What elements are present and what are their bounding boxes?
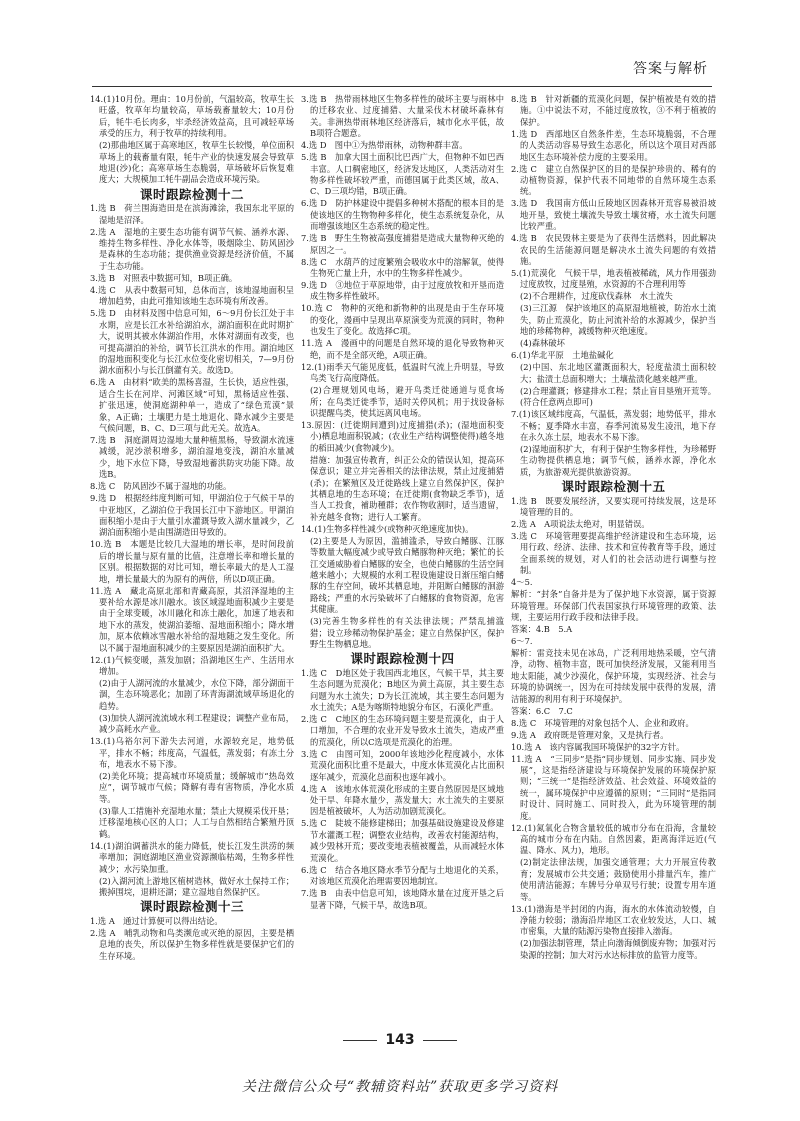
answer-subitem: 解析：“封条”自备并是为了保护地下水资源，属于资源环境管理。环保部门代表国家执行环境管理的政策、法规，主要运用行政手段和法律手段。 [511, 589, 716, 622]
answer-item: 10.选 B 本题是比较几大湿地的增长率，是时间段前后的增长量与原有量的比值，注意增长率和增长量的区别。根据数据的对比可知，增长率最大的是人工湿地，增长量最大的为原有的两倍，所以D项正确。 [90, 539, 294, 584]
answer-item: 13.(1)渤海是半封闭的内海，海水的水体流动较慢，自净能力较弱；渤海沿岸地区工农业较发达，人口、城市密集，大量的陆源污染物直接排入渤海。 [511, 903, 716, 937]
section-heading: 课时跟踪检测十二 [139, 186, 244, 202]
answer-item: 1.选 B 荷兰围海造田是在滨海滩涂，我国东北平原的湿地是沼泽。 [90, 203, 294, 225]
page-header [92, 48, 712, 87]
answer-item: 13.原因：(迁徙期间遭到)过度捕猎(杀)；(湿地面积变小)栖息地面积锐减；(农业生产结构调整使得)越冬地的稻田减少(食物减少)。 [301, 419, 504, 453]
answer-column-middle [301, 94, 504, 910]
answer-item: 4.选 A 该地水体荒漠化形成的主要自然原因是区域地处干旱、年降水量少，蒸发量大；水土流失的主要原因是植被破坏，人为活动加剧荒漠化。 [301, 783, 504, 817]
answer-item: 11.选 A “三同步”是指“同步规划、同步实施、同步发展”，这是指经济建设与环境保护发展的环境保护原则；“三统一”是指经济效益、社会效益、环境效益的统一，属环境保护中应遵循的原则；“三同时”是指同时设计、同时施工、同时投入，此为环境管理的制度。 [511, 753, 716, 821]
answer-subitem: 解析：雷竞技未见在冰岛，广泛利用地热采暖，空气清净，动物、植物丰富，既可加快经济发展，又能利用当地太阳能，减少沙漠化，保护环境，实现经济、社会与环境的协调统一，因为在可持续发展中获得的发展，清洁能源的利用有利于环境保护。 [511, 647, 716, 704]
answer-item: 14.(1)10月份。理由：10月份前，气温较高，牧草生长旺盛，牧草年均量较高，草场载畜量较大；10月份后，牦牛毛长肉多，牢杀经济效益高，且可减轻草场承受的压力，利于牧草的持续利用。 [90, 94, 294, 139]
answer-item: 1.选 B 既要发展经济，又要实现可持续发展，这是环境管理的目的。 [511, 495, 716, 517]
answer-item: 8.选 C 防风固沙不属于湿地的功能。 [90, 481, 232, 492]
answer-subitem: (2)合理灌溉；修建排水工程；禁止盲目垦殖开荒等。(符合任意两点即可) [520, 385, 716, 408]
answer-item: 3.选 B 热带雨林地区生物多样性的破坏主要与雨林中的迁移农业、过度捕猎、大量采伐木材破坏森林有关。非洲热带雨林地区经济落后，城市化水平低，故B项符合题意。 [301, 94, 504, 139]
page-number-rule-left [343, 1040, 377, 1041]
answer-item: 7.选 B 洞庭湖周边湿地大量种植黑杨，导致湖水流速减缓，泥沙淤积增多，湖泊湿地变浅，湖泊水量减少，地下水位下降，导致湿地蓄洪防灾功能下降。故选B。 [90, 434, 294, 480]
answer-item: 10.选 C 物种的灭绝和新物种的出现是由于生存环境的变化，漫画中呈现出草原演变为荒漠的同时，物种也发生了变化。故选择C项。 [301, 303, 504, 337]
answer-item: 5.选 C 陡坡不能修建梯田；加强基础设施建设及修建节水灌溉工程；调整农业结构，改善农村能源结构，减少毁林开荒；要改变地表植被覆盖，从而减轻水体荒漠化。 [301, 818, 504, 863]
answer-item: 12.(1)雨季天气能见度低，低温时气流上升明显，导致鸟类飞行高度降低。 [301, 361, 504, 384]
answer-item: 3.选 C 环境管理要提高维护经济建设和生态环境，运用行政、经济、法律、技术和宣传教育等手段，通过全面系统的规划，对人们的社会活动进行调整与控制。 [511, 530, 716, 576]
answer-subitem: 措施：加强宣传教育，纠正公众的错误认知，提高环保意识；建立并完善相关的法律法规，禁止过度捕猎(杀)；在繁殖区及迁徙路线上建立自然保护区，保护其栖息地的生态环境；在迁徙期(食物缺乏季节)，适当人工投食，補助種群；农作物收割时，适当遗留，补充越冬食物；进行人工繁育。 [310, 454, 504, 522]
answer-column-right [511, 94, 725, 960]
answer-item: 4～5. [511, 577, 533, 588]
answer-subitem: (2)湿地面积扩大，有利于保护生物多样性，为珍稀野生动物提供栖息地；调节气候，涵养水源，净化水质，为旅游观光提供旅游资源。 [520, 443, 716, 477]
answer-subitem: (2)入湖河流上游地区植树造林，做好水土保持工作；搬掉围垸，退耕还湖；建立湿地自然保护区。 [99, 875, 294, 897]
answer-item: 2.选 A A项说法太绝对，明显错误。 [511, 518, 650, 529]
section-heading: 课时跟踪检测十五 [561, 479, 666, 495]
section-heading: 课时跟踪检测十三 [139, 899, 244, 915]
answer-item: 1.选 D 西部地区自然条件差，生态环境脆弱，不合理的人类活动容易导致生态恶化，所以这个项目对西部地区生态环境补偿力度的主要采用。 [511, 128, 716, 162]
answer-subitem: 答案：4.B 5.A [511, 623, 573, 634]
answer-item: 7.选 B 野生生物被高强度捕猎是造成大量物种灭绝的原因之一。 [301, 233, 504, 255]
answer-subitem: (2)主要是人为原因，滥捕滥杀，导致白鳍豚、江豚等数量大幅度减少或导致白鳍豚物种灭绝；繁忙的长江交通威胁着白鳍豚的安全，也使白鳍豚的生活空间越来越小；大规模的水利工程设施建设日渐压缩白鳍豚的生存空间，破坏其栖息地，并阻断白鳍豚的洄游路线；严重的水污染破坏了白鳍豚的食物资源，危害其健康。 [310, 535, 504, 615]
answer-item: 5.选 D 由材料及图中信息可知，6～9月份长江处于丰水期，应是长江水补给湖泊水，湖泊面积在此时期扩大，说明其被水体湖泊作用，水体对湖面有改变，也可提高湖泊的补给，调节长江洪水的作用。湖泊地区的湿地面积变化与长江水位变化密切相关，7—9月份湖水面积小与长江倒灌有关。故选D。 [90, 308, 294, 376]
answer-item: 14.(1)生物多样性减少(或物种灭绝速度加快)。 [301, 523, 474, 534]
page-number [0, 1032, 800, 1048]
answer-item: 6.选 D 防护林建设中提倡多种树木搭配的根本目的是使该地区的生物物种多样化，使生态系统复杂化，从而增强该地区生态系统的稳定性。 [301, 198, 504, 232]
answer-subitem: (2)加强法制管理，禁止向渤海倾倒废弃物；加强对污染源的控制；加大对污水达标排放的监管力度等。 [520, 938, 716, 960]
page-number-rule-right [423, 1040, 457, 1041]
answer-item: 10.选 A 该内容属我国环境保护的32字方针。 [511, 741, 685, 752]
answer-item: 7.(1)该区域纬度高，气温低，蒸发弱；地势低平，排水不畅；夏季降水丰富，春季河流易发生凌汛，地下存在永久冻土层，地表水不易下渗。 [511, 409, 716, 442]
answer-item: 2.选 A 湿地的主要生态功能有调节气候、涵养水源、维持生物多样性、净化水体等，吸烟除尘、防风固沙是森林的生态功能；提供渔业资源是经济价值，不属于生态功能。 [90, 226, 294, 271]
answer-item: 2.选 C C地区的生态环境问题主要是荒漠化，由于人口增加，不合理的农业开发导致水土流失，造成严重的荒漠化，所以C选项是荒漠化的治理。 [301, 714, 504, 747]
answer-item: 6.选 A 由材料“欧美的黑杨喜湿，生长快，适应性强，适合生长在河岸、河滩区域”可知，黑杨适应性强、扩张迅速，使洞庭湖种单一，造成了“绿色荒漠”景象，A正确；土壤肥力是土地退化、降水减少主要是气候问题，B、C、D三项与此无关。故选A。 [90, 377, 294, 433]
answer-subitem: (3)完善生物多样性的有关法律法规；严禁乱捕滥猎；设立珍稀动物保护基金；建立自然保护区，保护野生生物栖息地。 [310, 616, 504, 649]
answer-item: 8.选 C 水葫芦的过度繁殖会吸收水中的溶解氧，使得生物死亡量上升，水中的生物多样性减少。 [301, 256, 504, 279]
section-heading: 课时跟踪检测十四 [350, 651, 455, 667]
answer-item: 1.选 A 通过计算便可以得出结论。 [90, 915, 223, 926]
answer-column-left [90, 94, 294, 961]
answer-item: 3.选 D 我国南方低山丘陵地区因森林开荒容易被沿坡地开垦，致使土壤流失导致土壤贫瘠，水土流失问题比较严重。 [511, 198, 716, 232]
answer-item: 13.(1)乌裕尔河下游失去河道，水源较充足，地势低平，排水不畅；纬度高，气温低，蒸发弱；有冻土分布，地表水不易下渗。 [90, 736, 294, 770]
answer-subitem: (2)那曲地区属于高寒地区，牧草生长较慢，单位面积草场上的载畜量有限，牦牛产业的快速发展会导致草地退(沙)化；高寒草场生态脆弱，草场破坏后恢复难度大；大规模加工牦牛副品会造成环境污染。 [99, 140, 294, 185]
answer-item: 3.选 B 对照表中数据可知，B项正确。 [90, 272, 238, 283]
answer-subitem: (2)由于人湖河流的水量减少，水位下降，部分湖面干涸，生态环境恶化；加剧了环青海湖流域草场退化的趋势。 [99, 678, 294, 711]
answer-item: 12.(1)氮氧化合物含量较低的城市分布在沿海，含量较高的城市分布在内陆。自然因素，距离海洋远近(气温、降水、风力)，地形。 [511, 822, 716, 856]
answer-item: 5.(1)荒漠化 气候干旱，地表植被稀疏，风力作用强劲 过度放牧，过度垦殖，水资源的不合理利用等 [511, 268, 725, 290]
answer-item: 4.选 D 图中①为热带雨林，动物种群丰富。 [301, 140, 468, 151]
answer-item: 4.选 C 从表中数据可知，总体而言，该地湿地面积呈增加趋势，由此可推知该地生态环境有所改善。 [90, 284, 294, 307]
answer-item: 2.选 C 建立自然保护区的目的是保护珍贵的、稀有的动植物资源，保护代表不同地带的自然环境生态系统。 [511, 163, 716, 197]
answer-item: 11.选 A 漫画中的问题是自然环境的退化导致物种灭绝，而不是全部灭绝，A项正确。 [301, 338, 504, 360]
header-title: 答案与解析 [633, 61, 708, 77]
answer-item: 5.选 B 加拿大国土面积比巴西广大，但物种不如巴西丰富。人口稠密地区，经济发达地区，人类活动对生物多样性破坏较严重，而德国属于此类区域，故A、C、D三项均错，B项正确。 [301, 152, 504, 197]
answer-subitem: 答案：6.C 7.C [511, 705, 573, 716]
answer-subitem: (3)加快人湖河流流域水利工程建设；调整产业布局，减少高耗水产业。 [99, 712, 294, 735]
answer-item: 6.(1)华北平原 土地盐碱化 [511, 350, 614, 361]
answer-item: 7.选 B 由表中信息可知，该地降水量在过度开垦之后显著下降，气候干旱，故选B项。 [301, 888, 504, 910]
answer-item: 6～7. [511, 635, 533, 646]
answer-item: 11.选 A 藏北高原北部和青藏高原，其沼泽湿地的主要补给水源是冰川融水。该区域湿地面积减少主要是由于全球变暖，冰川融化和冻土融化，加速了地表和地下水的蒸发，使湖泊萎缩、湿地面积缩小；降水增加，原本依赖冰雪融水补给的湿地随之发生变化。所以不属于湿地面积减少的主要原因是湖泊面积扩大。 [90, 585, 294, 653]
answer-subitem: (4)森林破坏 [520, 338, 565, 349]
answer-item: 8.选 C 环境管理的对象包括个人、企业和政府。 [511, 717, 694, 728]
answer-subitem: (2)制定法律法规，加强交通管理；大力开展宣传教育；发展城市公共交通；鼓励使用小排量汽车，推广使用清洁能源；车牌号分单双号行驶；设置专用车道等。 [520, 857, 716, 902]
answer-item: 3.选 C 由图可知，2000年该地沙化程度减小，水体荒漠化面积比重不是最大，中度水体荒漠化占比面积逐年减少，荒漠化总面积也逐年减小。 [301, 748, 504, 782]
answer-subitem: (2)美化环境；提高城市环境质量；缓解城市“热岛效应”，调节城市气候；降解有毒有害物质，净化水质等。 [99, 771, 294, 804]
answer-item: 6.选 C 结合各地区降水季节分配与土地退化的关系，对该地区荒漠化治理需要因地制宜。 [301, 864, 504, 887]
answer-item: 4.选 B 农民毁林主要是为了获得生活燃料，因此解决农民的生活能源问题是解决水土流失问题的有效措施。 [511, 233, 716, 267]
page-number-value: 143 [385, 1032, 415, 1048]
footer-note: 关注微信公众号“教辅资料站”获取更多学习资料 [241, 1079, 559, 1095]
answer-subitem: (2)合理规划风电场，避开鸟类迁徙通道与觅食场所；在鸟类迁徙季节，适时关停风机；用于找设备标识提醒鸟类，使其远离风电场。 [310, 385, 504, 418]
answer-item: 2.选 A 哺乳动物和鸟类濒危或灭绝的原因，主要是栖息地的丧失，所以保护生物多样性就是要保护它们的生存环境。 [90, 927, 294, 961]
answer-subitem: (3)靠人工措施补充湿地水量；禁止大规模采伐开垦；迁移湿地核心区的人口；人工与自然相结合繁殖丹顶鹤。 [99, 805, 294, 839]
answer-subitem: (2)不合理耕作，过度砍伐森林 水土流失 [520, 291, 673, 302]
answer-item: 9.选 D 根据经纬度判断可知，甲湖泊位于气候干旱的中亚地区，乙湖泊位于我国长江中下游地区。甲湖泊面积缩小是由于大量引水灌溉导致入湖水量减少，乙湖泊面积缩小是由围湖造田导致的。 [90, 493, 294, 538]
answer-item: 1.选 C D地区处于我国西北地区，气候干旱，其主要生态问题为荒漠化；B地区为黄土高原，其主要生态问题为水土流失；D为长江流域，其主要生态问题为水土流失；A是为喀斯特地貌分布区，石漠化严重。 [301, 667, 504, 713]
answer-subitem: (2)中国、东北地区灌溉面积大，轻度盐渍土面积较大；盐渍土总面积增大；土壤盐渍化越来越严重。 [520, 362, 716, 384]
answer-item: 14.(1)湖泊调蓄洪水的能力降低，使长江发生洪涝的频率增加；洞庭湖地区渔业资源濒临枯竭，生物多样性减少；水污染加重。 [90, 840, 294, 874]
answer-item: 9.选 A 政府既是管理对象，又是执行者。 [511, 729, 669, 740]
answer-subitem: (3)三江源 保护该地区的高原湿地植被，防治水土流失，防止荒漠化，防止河流补给的水源减少，保护当地的珍稀物种，减缓物种灭绝速度。 [520, 303, 716, 337]
answer-item: 8.选 B 针对新疆的荒漠化问题，保护植被是有效的措施。①中说法不对，不能过度放牧，③不利于植被的保护。 [511, 94, 716, 127]
answer-item: 9.选 D ③地位于草原地带，由于过度放牧和开垦而造成生物多样性破坏。 [301, 280, 504, 302]
answer-item: 12.(1)气候变暖，蒸发加剧；沿湖地区生产、生活用水增加。 [90, 654, 294, 677]
